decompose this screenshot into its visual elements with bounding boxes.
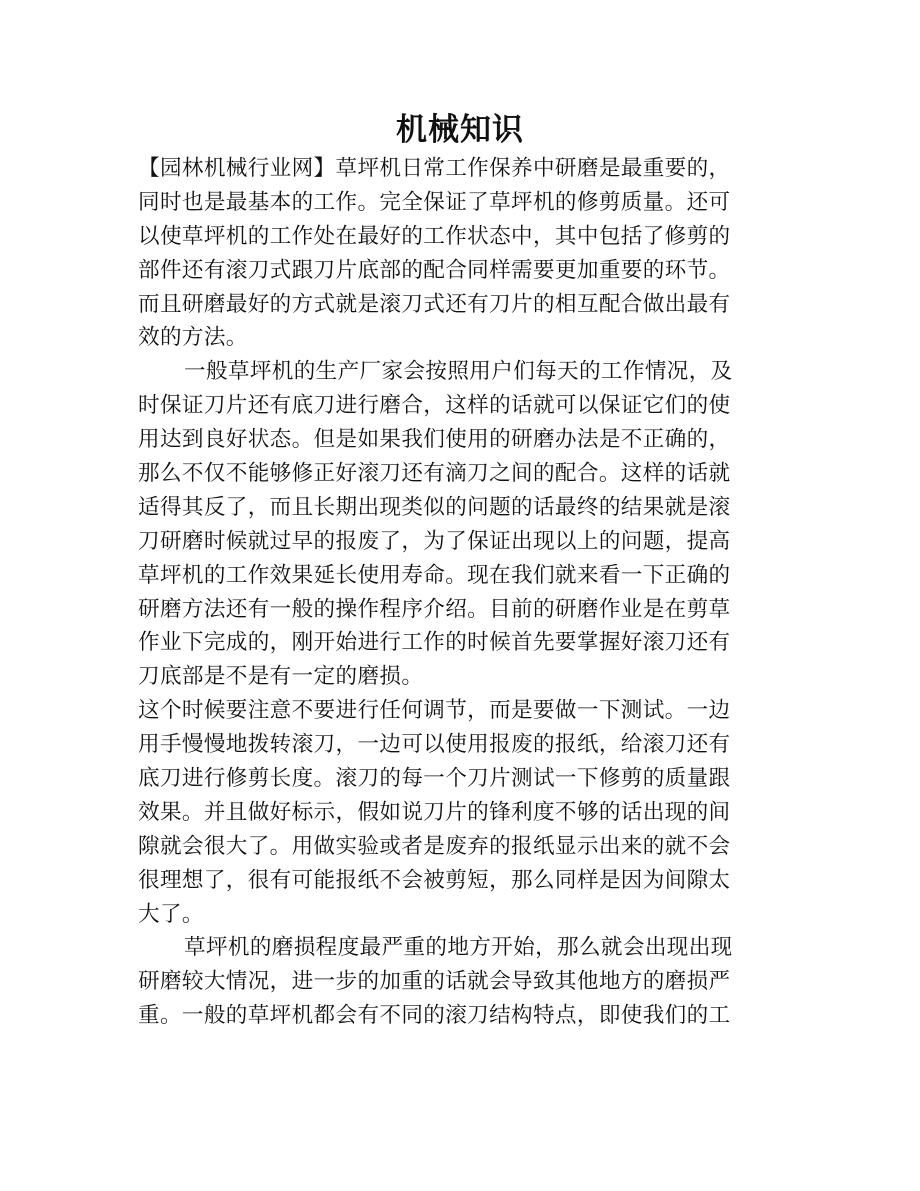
text-line: 底刀进行修剪长度。滚刀的每一个刀片测试一下修剪的质量跟 bbox=[138, 766, 731, 792]
text-line: 很理想了，很有可能报纸不会被剪短，那么同样是因为间隙太 bbox=[138, 867, 731, 893]
text-line: 部件还有滚刀式跟刀片底部的配合同样需要更加重要的环节。 bbox=[138, 257, 731, 283]
text-line: 作业下完成的，刚开始进行工作的时候首先要掌握好滚刀还有 bbox=[138, 630, 731, 656]
paragraph-first-line: 一般草坪机的生产厂家会按照用户们每天的工作情况，及 bbox=[184, 359, 733, 385]
text-line: 时保证刀片还有底刀进行磨合，这样的话就可以保证它们的使 bbox=[138, 393, 731, 419]
text-line: 重。一般的草坪机都会有不同的滚刀结构特点，即使我们的工 bbox=[138, 1003, 731, 1029]
paragraph-first-line: 草坪机的磨损程度最严重的地方开始，那么就会出现出现 bbox=[184, 935, 733, 961]
text-line: 研磨较大情况，进一步的加重的话就会导致其他地方的磨损严 bbox=[138, 969, 731, 995]
text-line: 用手慢慢地拨转滚刀，一边可以使用报废的报纸，给滚刀还有 bbox=[138, 732, 731, 758]
text-line: 刀底部是不是有一定的磨损。 bbox=[138, 664, 424, 690]
text-line: 研磨方法还有一般的操作程序介绍。目前的研磨作业是在剪草 bbox=[138, 596, 731, 622]
text-line: 适得其反了，而且长期出现类似的问题的话最终的结果就是滚 bbox=[138, 494, 731, 520]
text-line: 隙就会很大了。用做实验或者是废弃的报纸显示出来的就不会 bbox=[138, 833, 731, 859]
text-line: 效果。并且做好标示，假如说刀片的锋利度不够的话出现的间 bbox=[138, 799, 731, 825]
text-line: 而且研磨最好的方式就是滚刀式还有刀片的相互配合做出最有 bbox=[138, 291, 731, 317]
text-line: 刀研磨时候就过早的报废了，为了保证出现以上的问题，提高 bbox=[138, 528, 731, 554]
text-line: 以使草坪机的工作处在最好的工作状态中，其中包括了修剪的 bbox=[138, 223, 731, 249]
text-line: 同时也是最基本的工作。完全保证了草坪机的修剪质量。还可 bbox=[138, 189, 731, 215]
text-line: 大了。 bbox=[138, 901, 204, 927]
document-body bbox=[138, 152, 788, 1033]
text-line: 用达到良好状态。但是如果我们使用的研磨办法是不正确的， bbox=[138, 427, 731, 453]
text-line: 草坪机的工作效果延长使用寿命。现在我们就来看一下正确的 bbox=[138, 562, 731, 588]
text-line: 【园林机械行业网】草坪机日常工作保养中研磨是最重要的， bbox=[138, 156, 731, 181]
text-line: 那么不仅不能够修正好滚刀还有滴刀之间的配合。这样的话就 bbox=[138, 461, 731, 487]
paragraph-first-line: 这个时候要注意不要进行任何调节，而是要做一下测试。一边 bbox=[138, 698, 731, 724]
document-title: 机械知识 bbox=[396, 112, 524, 148]
text-line: 效的方法。 bbox=[138, 325, 248, 351]
